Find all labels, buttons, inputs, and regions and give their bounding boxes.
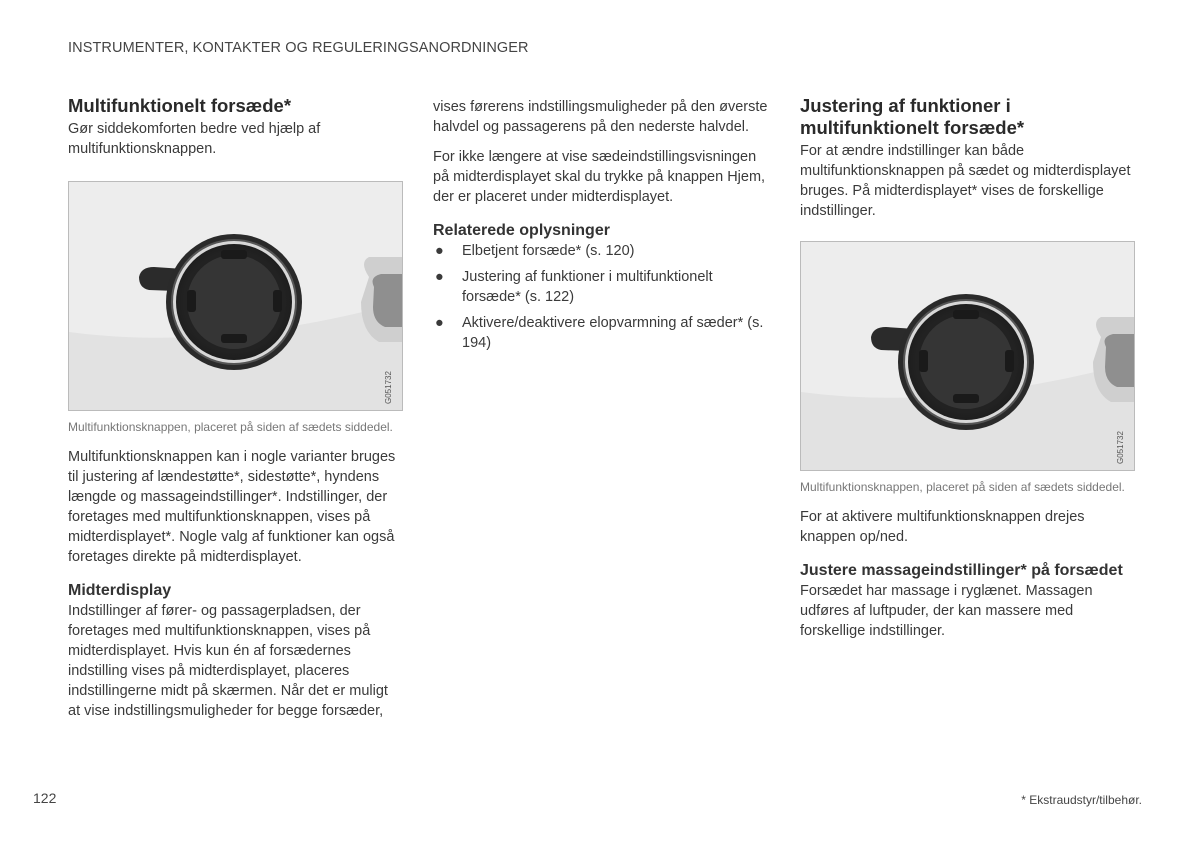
heading-adjusting-functions: Justering af funktioner i multifunktionelt forsæde*	[800, 95, 1025, 138]
column-left	[68, 95, 403, 731]
figure-caption: Multifunktionsknappen, placeret på siden af sædets siddedel.	[800, 480, 1125, 494]
section-header: INSTRUMENTER, KONTAKTER OG REGULERINGSANORDNINGER	[68, 40, 529, 56]
heading-multifunctional-seat: Multifunktionelt forsæde*	[68, 95, 292, 116]
figure-code: G051732	[1116, 431, 1125, 464]
page-number: 122	[33, 790, 57, 806]
related-link-item[interactable]	[433, 241, 773, 261]
seat-knob-figure	[68, 181, 403, 411]
footnote: * Ekstraudstyr/tilbehør.	[1021, 793, 1142, 807]
related-link-text: Justering af funktioner i multifunktionelt forsæde* (s. 122)	[462, 269, 713, 305]
column-right	[800, 95, 1135, 651]
related-link-item[interactable]	[433, 313, 773, 353]
continued-paragraph: vises førerens indstillingsmuligheder på den øverste halvdel og passagerens på den nederste halvdel.	[433, 99, 768, 135]
bullet-icon: ●	[435, 269, 444, 285]
home-button-paragraph: For ikke længere at vise sædeindstillingsvisningen på midterdisplayet skal du trykke på knappen Hjem, der er placeret under midterdisplayet.	[433, 149, 766, 205]
body-paragraph-2: Indstillinger af fører- og passagerpladsen, der foretages med multifunktionsknappen, vises på midterdisplayet. Hvis kun én af forsædernes indstilling vises på midterdisplayet, placeres indstillingerne midt på skærmen. Når det er muligt at vise indstillingsmuligheder for begge forsæder,	[68, 603, 388, 719]
seat-knob-figure	[800, 241, 1135, 471]
bullet-icon: ●	[435, 315, 444, 331]
figure-code: G051732	[384, 371, 393, 404]
body-paragraph-1: Multifunktionsknappen kan i nogle varianter bruges til justering af lændestøtte*, sidestøtte*, hyndens længde og massageindstillinger*. Indstillinger, der foretages med multifunktionsknappen, vises på midterdisplayet*. Nogle valg af funktioner kan også foretages direkte på midterdisplayet.	[68, 449, 396, 565]
column-middle	[433, 97, 773, 361]
intro-text: Gør siddekomforten bedre ved hjælp af multifunktionsknappen.	[68, 121, 321, 157]
multifunction-knob-illustration	[69, 182, 402, 410]
bullet-icon: ●	[435, 243, 444, 259]
related-links-list	[433, 241, 773, 353]
subheading-center-display: Midterdisplay	[68, 582, 172, 599]
related-link-item[interactable]	[433, 267, 773, 307]
related-link-text: Elbetjent forsæde* (s. 120)	[462, 243, 635, 259]
body-paragraph-1: For at aktivere multifunktionsknappen drejes knappen op/ned.	[800, 509, 1085, 545]
intro-text: For at ændre indstillinger kan både multifunktionsknappen på sædet og midterdisplayet bruges. På midterdisplayet* vises de forskellige indstillinger.	[800, 143, 1131, 219]
body-paragraph-2: Forsædet har massage i ryglænet. Massagen udføres af luftpuder, der kan massere med forskellige indstillinger.	[800, 583, 1093, 639]
figure-caption: Multifunktionsknappen, placeret på siden af sædets siddedel.	[68, 420, 393, 434]
subheading-related-info: Relaterede oplysninger	[433, 222, 610, 239]
multifunction-knob-illustration	[801, 242, 1134, 470]
related-link-text: Aktivere/deaktivere elopvarmning af sæder* (s. 194)	[462, 315, 764, 351]
subheading-massage-settings: Justere massageindstillinger* på forsædet	[800, 562, 1123, 579]
